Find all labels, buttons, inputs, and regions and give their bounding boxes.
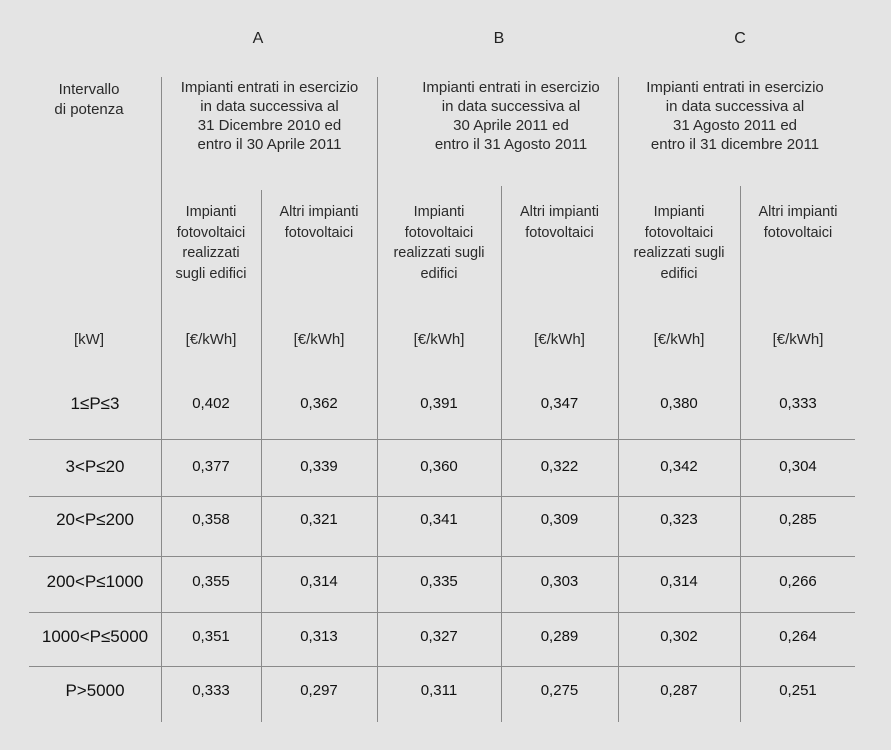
tariff-cell: 0,351 [192,628,230,645]
subheader-a-buildings: Impianti fotovoltaici realizzati sugli edifici [175,204,247,282]
tariff-cell: 0,342 [660,458,698,475]
tariff-cell: 0,362 [300,395,338,412]
divider-h-2 [29,496,855,497]
tariff-cell: 0,314 [300,573,338,590]
tariff-cell: 0,251 [779,682,817,699]
tariff-cell: 0,297 [300,682,338,699]
tariff-cell: 0,358 [192,511,230,528]
tariff-cell: 0,287 [660,682,698,699]
unit-tariff: [€/kWh] [293,331,345,348]
subheader-c-buildings: Impianti fotovoltaici realizzati sugli edifici [633,204,725,282]
tariff-cell: 0,313 [300,628,338,645]
tariff-cell: 0,264 [779,628,817,645]
row-range-label: 1000<P≤5000 [41,627,149,646]
group-letter-c: C [734,30,746,47]
group-desc-c: Impianti entrati in esercizio in data successiva al 31 Agosto 2011 ed entro il 31 dicembre 2011 [646,79,824,153]
unit-tariff: [€/kWh] [413,331,465,348]
subheader-b-buildings: Impianti fotovoltaici realizzati sugli edifici [393,204,485,282]
unit-tariff: [€/kWh] [185,331,237,348]
tariff-cell: 0,355 [192,573,230,590]
group-desc-a: Impianti entrati in esercizio in data successiva al 31 Dicembre 2010 ed entro il 30 Aprile 2011 [180,79,359,153]
tariff-cell: 0,333 [192,682,230,699]
tariff-cell: 0,302 [660,628,698,645]
divider-h-4 [29,612,855,613]
group-desc-b: Impianti entrati in esercizio in data successiva al 30 Aprile 2011 ed entro il 31 Agosto 2011 [422,79,600,153]
tariff-cell: 0,391 [420,395,458,412]
subheader-a-others: Altri impianti fotovoltaici [279,204,359,241]
row-range-label: P>5000 [65,681,125,700]
tariff-cell: 0,303 [540,573,579,590]
row-range-label: 200<P≤1000 [46,572,144,591]
unit-tariff: [€/kWh] [772,331,824,348]
tariff-cell: 0,285 [779,511,817,528]
row-range-label: 20<P≤200 [56,510,134,529]
tariff-cell: 0,323 [660,511,698,528]
tariff-cell: 0,341 [420,511,458,528]
row-range-label: 3<P≤20 [65,457,125,476]
tariff-cell: 0,380 [660,395,698,412]
tariff-cell: 0,322 [540,458,579,475]
tariff-cell: 0,314 [660,573,698,590]
row-range-label: 1≤P≤3 [70,394,120,413]
tariff-cell: 0,335 [420,573,458,590]
subheader-c-others: Altri impianti fotovoltaici [758,204,838,241]
unit-power: [kW] [74,331,104,348]
tariff-cell: 0,339 [300,458,338,475]
tariff-cell: 0,402 [192,395,230,412]
divider-h-3 [29,556,855,557]
interval-header: Intervallo di potenza [54,81,124,118]
tariff-cell: 0,304 [779,458,817,475]
tariff-cell: 0,321 [300,511,338,528]
unit-tariff: [€/kWh] [653,331,705,348]
tariff-cell: 0,275 [540,682,579,699]
tariff-cell: 0,327 [420,628,458,645]
tariff-cell: 0,347 [540,395,579,412]
tariff-cell: 0,266 [779,573,817,590]
group-letter-a: A [252,30,264,47]
tariff-cell: 0,377 [192,458,230,475]
tariff-cell: 0,360 [420,458,458,475]
subheader-b-others: Altri impianti fotovoltaici [520,204,599,241]
tariff-cell: 0,289 [540,628,579,645]
divider-h-5 [29,666,855,667]
group-letter-b: B [493,30,505,47]
unit-tariff: [€/kWh] [534,331,585,348]
tariff-cell: 0,333 [779,395,817,412]
tariff-cell: 0,309 [540,511,579,528]
tariff-cell: 0,311 [420,682,458,699]
divider-h-1 [29,439,855,440]
